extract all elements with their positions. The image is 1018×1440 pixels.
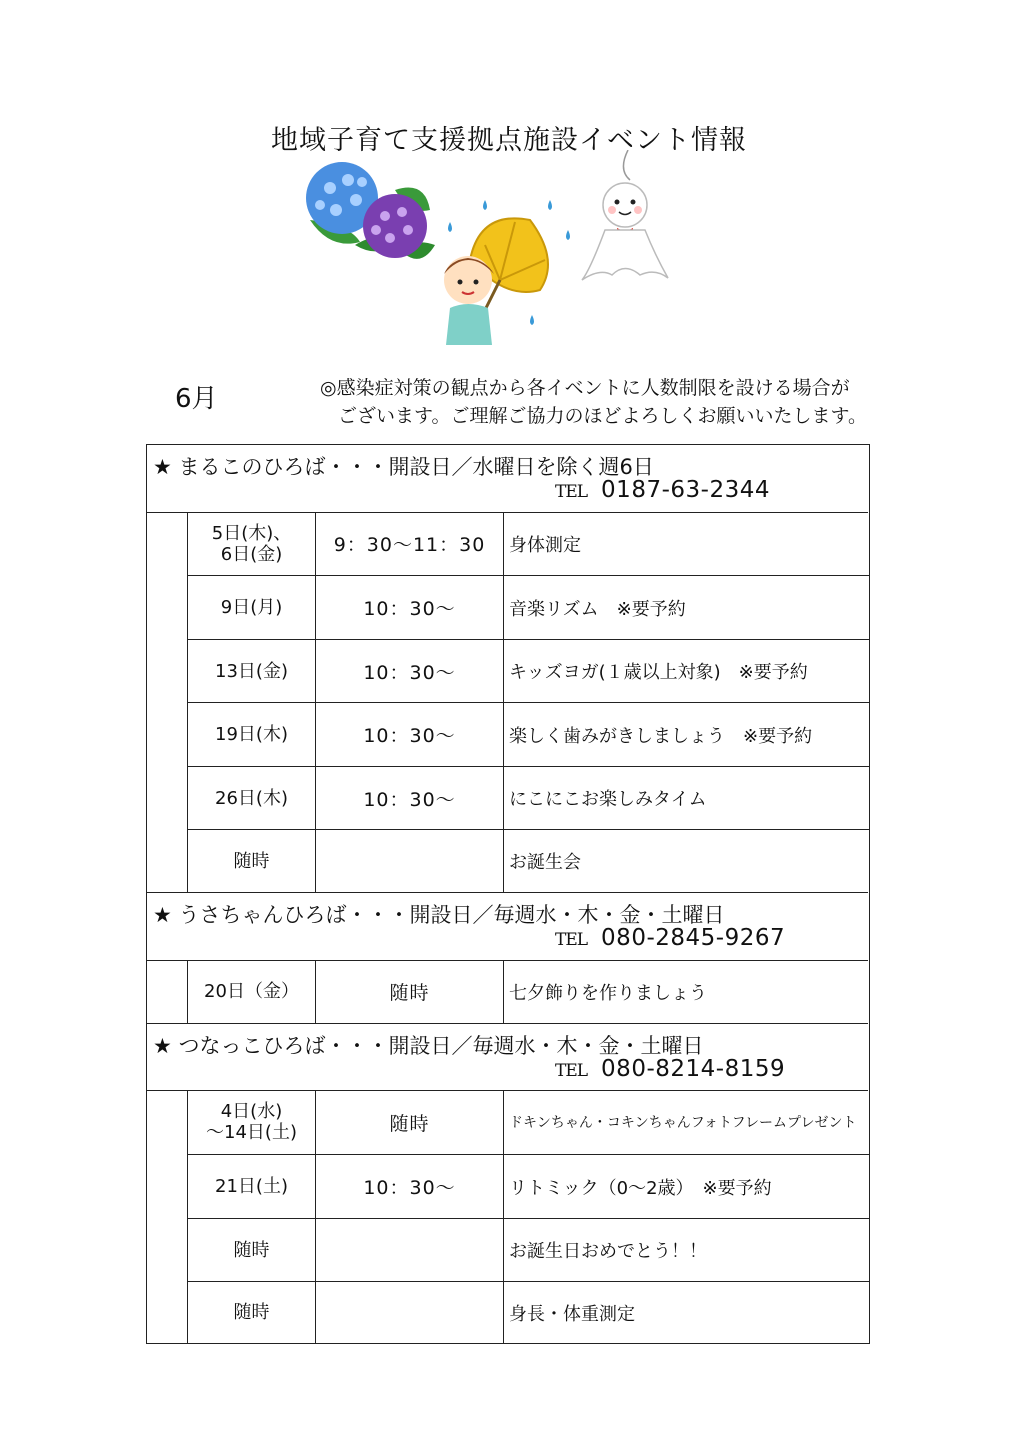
event-cell: 身長・体重測定 <box>509 1303 635 1325</box>
table-row <box>188 512 869 575</box>
teru-teru-bozu-icon <box>582 150 668 280</box>
table-row <box>188 639 869 702</box>
time-cell: 10：30～ <box>316 576 504 639</box>
page-title: 地域子育て支援拠点施設イベント情報 <box>271 125 747 156</box>
schedule-grid <box>187 512 868 892</box>
time-cell <box>316 830 504 892</box>
tel-icon: TEL <box>555 1061 588 1081</box>
date-cell: 随時 <box>188 1282 316 1343</box>
notice-text <box>320 374 867 430</box>
tel-icon: TEL <box>555 930 588 950</box>
event-cell: リトミック（0～2歳） ※要予約 <box>509 1177 772 1199</box>
event-cell: 音楽リズム ※要予約 <box>509 598 686 620</box>
table-row <box>188 702 869 766</box>
event-cell: 七夕飾りを作りましょう <box>509 982 707 1004</box>
date-cell: 9日(月) <box>188 576 316 639</box>
rainy-season-illustration <box>300 150 680 345</box>
table-row <box>188 1154 869 1218</box>
event-cell: ドキンちゃん・コキンちゃんフォトフレームプレゼント <box>509 1115 857 1131</box>
time-cell: 10：30～ <box>316 767 504 829</box>
event-cell: お誕生会 <box>509 852 581 873</box>
child-icon <box>444 256 494 345</box>
event-cell: キッズヨガ(１歳以上対象) ※要予約 <box>509 662 808 683</box>
time-cell: 10：30～ <box>316 640 504 702</box>
event-table <box>146 444 870 1344</box>
phone-number: TEL 080-8214-8159 <box>555 1056 786 1082</box>
date-cell: 21日(土) <box>188 1155 316 1218</box>
notice-line-1: ◎感染症対策の観点から各イベントに人数制限を設ける場合が <box>320 377 850 399</box>
notice-line-2: ございます。ご理解ご協力のほどよろしくお願いいたします。 <box>338 405 867 427</box>
time-cell: 9：30～11：30 <box>316 512 504 575</box>
time-cell: 10：30～ <box>316 703 504 766</box>
section-header-usachan <box>147 893 868 961</box>
date-cell: 13日(金) <box>188 640 316 702</box>
date-cell: 26日(木) <box>188 767 316 829</box>
month-label: 6月 <box>175 384 218 414</box>
tel-icon: TEL <box>555 482 588 502</box>
date-cell: 4日(水) ～14日(土) <box>188 1090 316 1154</box>
table-row <box>188 575 869 639</box>
section-heading: ★ まるこのひろば・・・開設日／水曜日を除く週6日 <box>153 455 654 479</box>
date-cell: 随時 <box>188 1219 316 1281</box>
time-cell: 随時 <box>316 960 504 1023</box>
table-row <box>188 1218 869 1281</box>
date-cell: 20日（金） <box>188 960 316 1023</box>
schedule-grid <box>187 1090 868 1343</box>
table-row <box>188 960 869 1023</box>
time-cell: 10：30～ <box>316 1155 504 1218</box>
phone-number: TEL 080-2845-9267 <box>555 925 786 951</box>
table-row <box>188 829 869 892</box>
date-cell: 19日(木) <box>188 703 316 766</box>
time-cell <box>316 1282 504 1343</box>
table-row <box>188 1090 869 1154</box>
event-cell: 身体測定 <box>509 534 581 556</box>
section-heading: ★ つなっこひろば・・・開設日／毎週水・木・金・土曜日 <box>153 1034 704 1058</box>
table-row <box>188 1281 869 1343</box>
event-cell: にこにこお楽しみタイム <box>509 789 707 810</box>
phone-number: TEL 0187-63-2344 <box>555 477 770 503</box>
section-header-marukono <box>147 445 868 512</box>
time-cell: 随時 <box>316 1090 504 1154</box>
section-heading: ★ うさちゃんひろば・・・開設日／毎週水・木・金・土曜日 <box>153 903 725 927</box>
schedule-grid <box>187 960 868 1023</box>
table-row <box>188 766 869 829</box>
time-cell <box>316 1219 504 1281</box>
event-cell: 楽しく歯みがきしましょう ※要予約 <box>509 725 813 747</box>
hydrangea-icon <box>306 162 435 259</box>
section-header-tsunakko <box>147 1024 868 1090</box>
date-cell: 5日(木)、 6日(金) <box>188 512 316 575</box>
date-cell: 随時 <box>188 830 316 892</box>
event-cell: お誕生日おめでとう！！ <box>509 1241 707 1262</box>
